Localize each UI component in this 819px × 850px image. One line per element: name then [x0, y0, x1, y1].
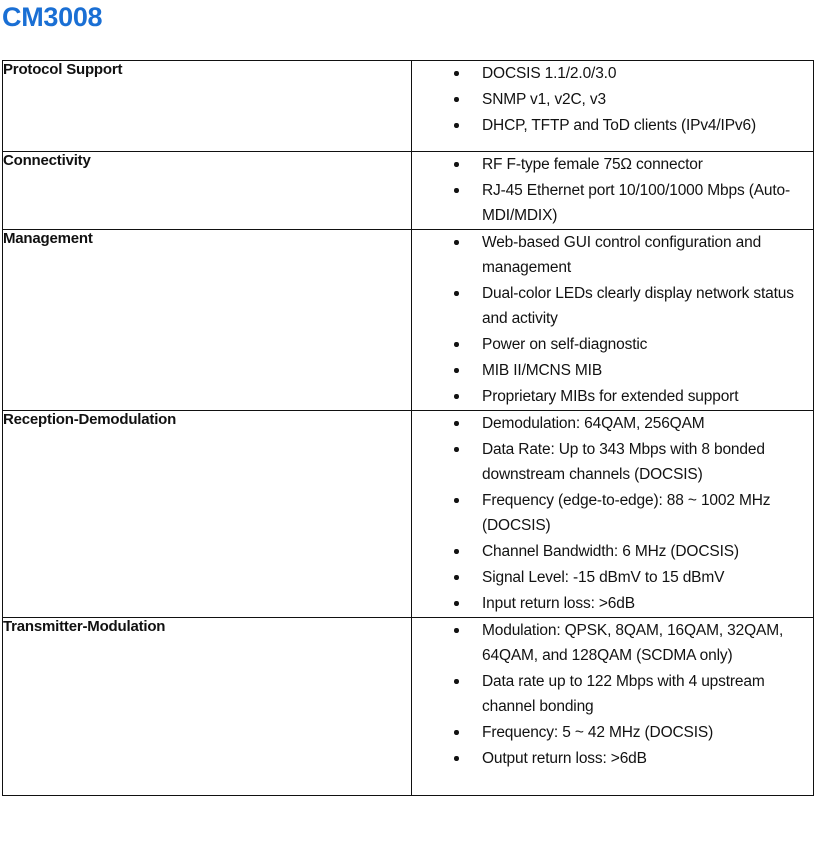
bullet-icon — [454, 679, 459, 684]
list-item — [412, 411, 813, 436]
table-row — [3, 411, 814, 618]
bullet-icon — [454, 71, 459, 76]
table-row — [3, 618, 814, 796]
bullet-icon — [454, 240, 459, 245]
list-item — [412, 178, 813, 228]
bullet-icon — [454, 756, 459, 761]
bullet-icon — [454, 291, 459, 296]
bullet-icon — [454, 123, 459, 128]
list-item-text: Channel Bandwidth: 6 MHz (DOCSIS) — [482, 543, 739, 560]
list-item — [412, 591, 813, 616]
spec-detail-list — [412, 411, 813, 616]
bullet-icon — [454, 368, 459, 373]
spec-category-label: Reception-Demodulation — [3, 411, 177, 428]
spec-category-label: Protocol Support — [3, 61, 123, 78]
list-item — [412, 488, 813, 538]
list-item-text: RF F-type female 75Ω connector — [482, 156, 703, 173]
list-item-text: Modulation: QPSK, 8QAM, 16QAM, 32QAM, 64QAM, and 128QAM (SCDMA only) — [482, 622, 784, 664]
list-item — [412, 669, 813, 719]
table-row — [3, 61, 814, 152]
list-item — [412, 437, 813, 487]
page-title: CM3008 — [2, 2, 103, 32]
list-item — [412, 384, 813, 409]
list-item-text: Data Rate: Up to 343 Mbps with 8 bonded downstream channels (DOCSIS) — [482, 441, 765, 483]
list-item-text: Frequency (edge-to-edge): 88 ~ 1002 MHz (DOCSIS) — [482, 492, 771, 534]
spec-category-label: Transmitter-Modulation — [3, 618, 166, 635]
bullet-icon — [454, 162, 459, 167]
list-item-text: MIB II/MCNS MIB — [482, 362, 603, 379]
spec-category-cell — [3, 411, 412, 618]
bullet-icon — [454, 575, 459, 580]
list-item — [412, 61, 813, 86]
list-item-text: SNMP v1, v2C, v3 — [482, 91, 606, 108]
list-item-text: DOCSIS 1.1/2.0/3.0 — [482, 65, 617, 82]
bullet-icon — [454, 188, 459, 193]
list-item — [412, 358, 813, 383]
list-item — [412, 539, 813, 564]
list-item-text: Output return loss: >6dB — [482, 750, 647, 767]
list-item — [412, 332, 813, 357]
table-row — [3, 152, 814, 230]
bullet-icon — [454, 498, 459, 503]
spec-detail-cell — [412, 152, 814, 230]
list-item-text: Input return loss: >6dB — [482, 595, 635, 612]
specification-table-body — [3, 61, 814, 796]
bullet-icon — [454, 628, 459, 633]
bullet-icon — [454, 601, 459, 606]
list-item-text: Power on self-diagnostic — [482, 336, 648, 353]
list-item — [412, 618, 813, 668]
list-item-text: Demodulation: 64QAM, 256QAM — [482, 415, 705, 432]
spec-detail-list — [412, 618, 813, 771]
spec-category-label: Management — [3, 230, 93, 247]
list-item-text: RJ-45 Ethernet port 10/100/1000 Mbps (Auto-MDI/MDIX) — [482, 182, 791, 224]
list-item — [412, 720, 813, 745]
bullet-icon — [454, 394, 459, 399]
list-item-text: Dual-color LEDs clearly display network status and activity — [482, 285, 794, 327]
list-item-text: Proprietary MIBs for extended support — [482, 388, 739, 405]
list-item — [412, 565, 813, 590]
list-item-text: Signal Level: -15 dBmV to 15 dBmV — [482, 569, 725, 586]
list-item — [412, 113, 813, 138]
spec-detail-cell — [412, 411, 814, 618]
list-item — [412, 87, 813, 112]
spec-detail-list — [412, 61, 813, 138]
spec-detail-cell — [412, 61, 814, 152]
list-item-text: Data rate up to 122 Mbps with 4 upstream channel bonding — [482, 673, 765, 715]
list-item — [412, 281, 813, 331]
spec-detail-cell — [412, 230, 814, 411]
spec-category-label: Connectivity — [3, 152, 91, 169]
specification-table — [2, 60, 814, 796]
spec-category-cell — [3, 61, 412, 152]
spec-detail-list — [412, 230, 813, 409]
list-item — [412, 152, 813, 177]
list-item-text: Web-based GUI control configuration and management — [482, 234, 762, 276]
bullet-icon — [454, 730, 459, 735]
spec-category-cell — [3, 230, 412, 411]
spec-detail-cell — [412, 618, 814, 796]
spec-detail-list — [412, 152, 813, 228]
list-item-text: Frequency: 5 ~ 42 MHz (DOCSIS) — [482, 724, 714, 741]
list-item-text: DHCP, TFTP and ToD clients (IPv4/IPv6) — [482, 117, 756, 134]
list-item — [412, 746, 813, 771]
bullet-icon — [454, 447, 459, 452]
spec-category-cell — [3, 152, 412, 230]
bullet-icon — [454, 549, 459, 554]
table-row — [3, 230, 814, 411]
list-item — [412, 230, 813, 280]
bullet-icon — [454, 421, 459, 426]
spec-category-cell — [3, 618, 412, 796]
bullet-icon — [454, 97, 459, 102]
bullet-icon — [454, 342, 459, 347]
